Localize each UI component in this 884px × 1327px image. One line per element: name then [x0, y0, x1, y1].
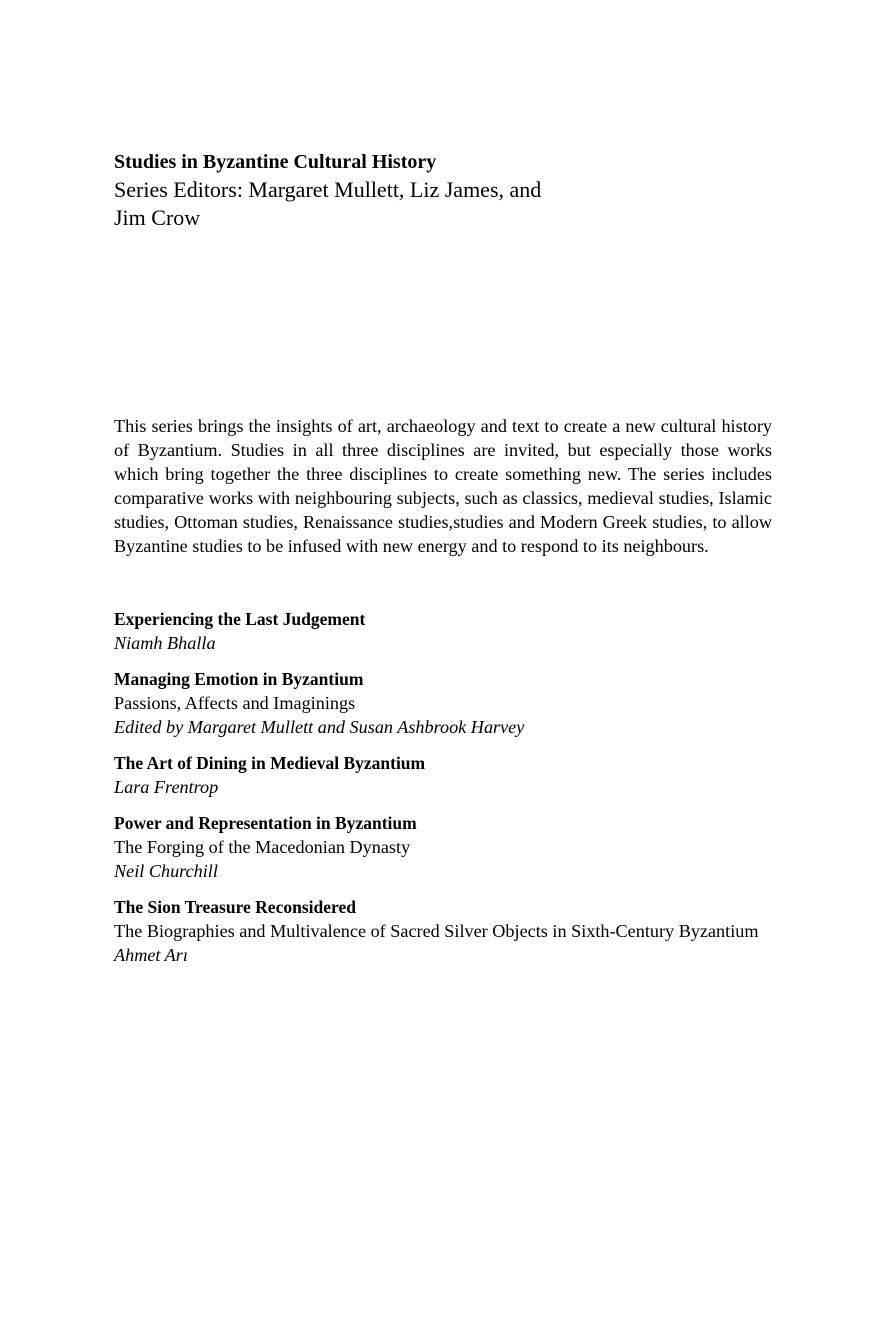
book-subtitle: The Forging of the Macedonian Dynasty	[114, 837, 411, 857]
book-author: Lara Frentrop	[114, 777, 219, 797]
book-list	[114, 607, 774, 979]
book-title: Experiencing the Last Judgement	[114, 609, 366, 629]
book-entry	[114, 667, 774, 739]
book-entry	[114, 811, 774, 883]
book-author: Niamh Bhalla	[114, 633, 216, 653]
book-author: Neil Churchill	[114, 861, 218, 881]
book-author: Ahmet Arı	[114, 945, 188, 965]
book-title: Managing Emotion in Byzantium	[114, 669, 364, 689]
series-editors-line-2: Jim Crow	[114, 205, 201, 230]
book-entry	[114, 607, 774, 655]
series-description: This series brings the insights of art, archaeology and text to create a new cultural history of Byzantium. Studies in all three disciplines are invited, but especially those works which bring together the three disciplines to create something new. The series includes comparative works with neighbouring subjects, such as classics, medieval studies, Islamic studies, Ottoman studies, Renaissance studies,studies and Modern Greek studies, to allow Byzantine studies to be infused with new energy and to respond to its neighbours.	[114, 416, 772, 556]
series-header	[114, 148, 774, 232]
series-editors-line-1: Series Editors: Margaret Mullett, Liz James, and	[114, 177, 542, 202]
book-subtitle: Passions, Affects and Imaginings	[114, 693, 356, 713]
book-title: Power and Representation in Byzantium	[114, 813, 417, 833]
series-title: Studies in Byzantine Cultural History	[114, 151, 437, 173]
book-title: The Sion Treasure Reconsidered	[114, 897, 356, 917]
book-author: Edited by Margaret Mullett and Susan Ashbrook Harvey	[114, 717, 525, 737]
book-subtitle: The Biographies and Multivalence of Sacred Silver Objects in Sixth-Century Byzantium	[114, 921, 759, 941]
book-entry	[114, 751, 774, 799]
book-entry	[114, 895, 774, 967]
book-title: The Art of Dining in Medieval Byzantium	[114, 753, 426, 773]
